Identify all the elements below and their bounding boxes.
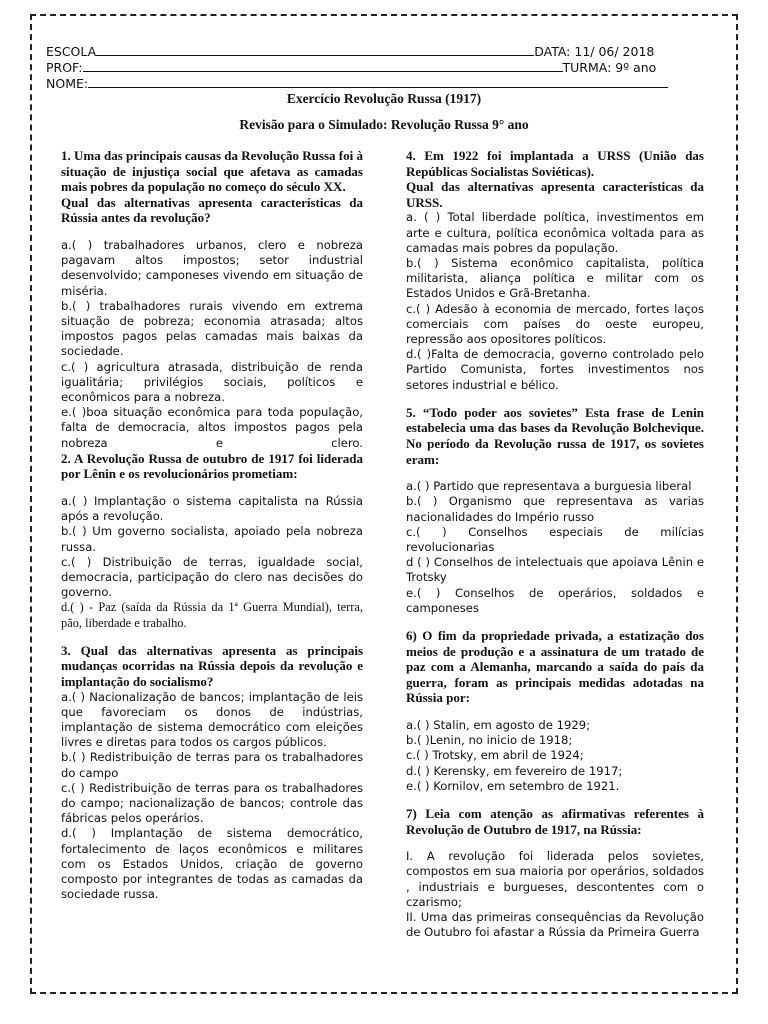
nome-field[interactable] <box>88 76 668 88</box>
question-2-option-a[interactable]: a.( ) Implantação o sistema capitalista na Rússia após a revolução. <box>61 494 363 524</box>
right-column <box>406 148 704 940</box>
question-5-option-c[interactable]: c.( ) Conselhos especiais de milícias revolucionarias <box>406 524 704 554</box>
question-6-option-b[interactable]: b.( )Lenin, no inicio de 1918; <box>406 733 573 748</box>
question-1-option-c[interactable]: c.( ) agricultura atrasada, distribuição de renda igualitária; privilégios sociais, políticos e econômicos para a nobreza. <box>61 359 363 404</box>
header-prof-line <box>46 60 656 75</box>
question-5-option-a[interactable]: a.( ) Partido que representava a burguesia liberal <box>406 479 692 494</box>
question-4-prompt: Qual das alternativas apresenta características da URSS. <box>406 179 704 210</box>
question-6-text: 6) O fim da propriedade privada, a estatização dos meios de produção e a assinatura de um tratado de paz com a Alemanha, marcando a saída do país da guerra, foram as principais medidas adotadas na Rússia por: <box>406 628 704 706</box>
nome-label: NOME: <box>46 76 89 91</box>
question-1-text: 1. Uma das principais causas da Revolução Russa foi à situação de injustiça social que afetava as camadas mais pobres da população no começo do século XX. <box>61 148 363 195</box>
prof-label: PROF: <box>46 60 83 75</box>
question-3-option-c[interactable]: c.( ) Redistribuição de terras para os trabalhadores do campo; nacionalização de bancos; controle das fábricas pelos operários. <box>61 780 363 826</box>
question-6-option-d[interactable]: d.( ) Kerensky, em fevereiro de 1917; <box>406 763 623 778</box>
question-5-text: 5. “Todo poder aos sovietes” Esta frase de Lenin estabelecia uma das bases da Revolução Bolchevique. No período da Revolução russa de 1917, os sovietes eram: <box>406 404 704 467</box>
question-6-option-c[interactable]: c.( ) Trotsky, em abril de 1924; <box>406 748 584 763</box>
page-title: Exercício Revolução Russa (1917) <box>286 91 482 106</box>
question-5-option-e[interactable]: e.( ) Conselhos de operários, soldados e camponeses <box>406 585 704 615</box>
question-2-option-c[interactable]: c.( ) Distribuição de terras, igualdade social, democracia, participação do clero nas decisões do governo. <box>61 554 363 600</box>
question-7-item-2: II. Uma das primeiras consequências da Revolução de Outubro foi afastar a Rússia da Primeira Guerra <box>406 910 704 940</box>
prof-field[interactable] <box>83 60 563 72</box>
question-4-text: 4. Em 1922 foi implantada a URSS (União das Repúblicas Socialistas Soviéticas). <box>406 148 704 179</box>
escola-field[interactable] <box>96 44 534 56</box>
page-subtitle: Revisão para o Simulado: Revolução Russa 9° ano <box>239 117 529 132</box>
question-2-option-b[interactable]: b.( ) Um governo socialista, apoiado pela nobreza russa. <box>61 524 363 554</box>
question-3-option-a[interactable]: a.( ) Nacionalização de bancos; implantação de leis que favoreciam os donos de indústrias, implantação de sistema democrático com eleições livres e diretas para todos os cargos públicos. <box>61 689 363 750</box>
question-6-option-e[interactable]: e.( ) Kornilov, em setembro de 1921. <box>406 778 620 793</box>
question-5-option-d[interactable]: d ( ) Conselhos de intelectuais que apoiava Lênin e Trotsky <box>406 555 704 585</box>
question-7-item-1: I. A revolução foi liderada pelos sovietes, compostos em sua maioria por operários, soldados , industriais e burgueses, descontentes com o czarismo; <box>406 849 704 909</box>
escola-label: ESCOLA <box>46 44 97 59</box>
question-6-option-a[interactable]: a.( ) Stalin, em agosto de 1929; <box>406 717 590 732</box>
header-nome-line <box>46 76 668 91</box>
question-3-option-b[interactable]: b.( ) Redistribuição de terras para os trabalhadores do campo <box>61 750 363 780</box>
question-4-option-a[interactable]: a. ( ) Total liberdade política, investimentos em arte e cultura, política econômica voltada para as camadas mais pobres da população. <box>406 210 704 255</box>
question-3-option-d[interactable]: d.( ) Implantação de sistema democrático, fortalecimento de laços econômicos e militares com os Estados Unidos, criação de governo composto por integrantes de todas as camadas da sociedade russa. <box>61 826 363 902</box>
question-4-option-c[interactable]: c.( ) Adesão à economia de mercado, fortes laços comerciais com países do oeste europeu, repressão aos opositores políticos. <box>406 301 704 346</box>
date-label: DATA: 11/ 06/ 2018 <box>534 44 655 59</box>
question-4-option-b[interactable]: b.( ) Sistema econômico capitalista, política militarista, aliança política e militar com os Estados Unidos e Grã-Bretanha. <box>406 255 704 301</box>
question-2-text: 2. A Revolução Russa de outubro de 1917 foi liderada por Lênin e os revolucionários prometiam: <box>61 450 363 482</box>
header-escola-line <box>46 44 654 59</box>
question-3-text: 3. Qual das alternativas apresenta as principais mudanças ocorridas na Rússia depois da revolução e implantação do socialismo? <box>61 642 363 690</box>
turma-label: TURMA: 9º ano <box>562 60 657 75</box>
question-5-option-b[interactable]: b.( ) Organismo que representava as varias nacionalidades do Império russo <box>406 494 704 524</box>
question-2-option-d[interactable]: d.( ) - Paz (saída da Rússia da 1ª Guerra Mundial), terra, pão, liberdade e trabalho. <box>61 600 363 630</box>
question-1-prompt: Qual das alternativas apresenta características da Rússia antes da revolução? <box>61 194 363 226</box>
left-column <box>61 148 363 902</box>
question-7-text: 7) Leia com atenção as afirmativas referentes à Revolução de Outubro de 1917, na Rússia: <box>406 806 704 837</box>
question-1-option-b[interactable]: b.( ) trabalhadores rurais vivendo em extrema situação de pobreza; economia atrasada; altos impostos pagos pelas camadas mais baixas da sociedade. <box>61 298 363 359</box>
question-4-option-d[interactable]: d.( )Falta de democracia, governo controlado pelo Partido Comunista, fortes investimentos nos setores industrial e bélico. <box>406 347 704 392</box>
question-1-option-e[interactable]: e.( )boa situação econômica para toda população, falta de democracia, altos impostos pagos pela nobreza e clero. <box>61 405 363 450</box>
question-1-option-a[interactable]: a.( ) trabalhadores urbanos, clero e nobreza pagavam altos impostos; setor industrial desenvolvido; camponeses vivendo em situação de miséria. <box>61 237 363 298</box>
